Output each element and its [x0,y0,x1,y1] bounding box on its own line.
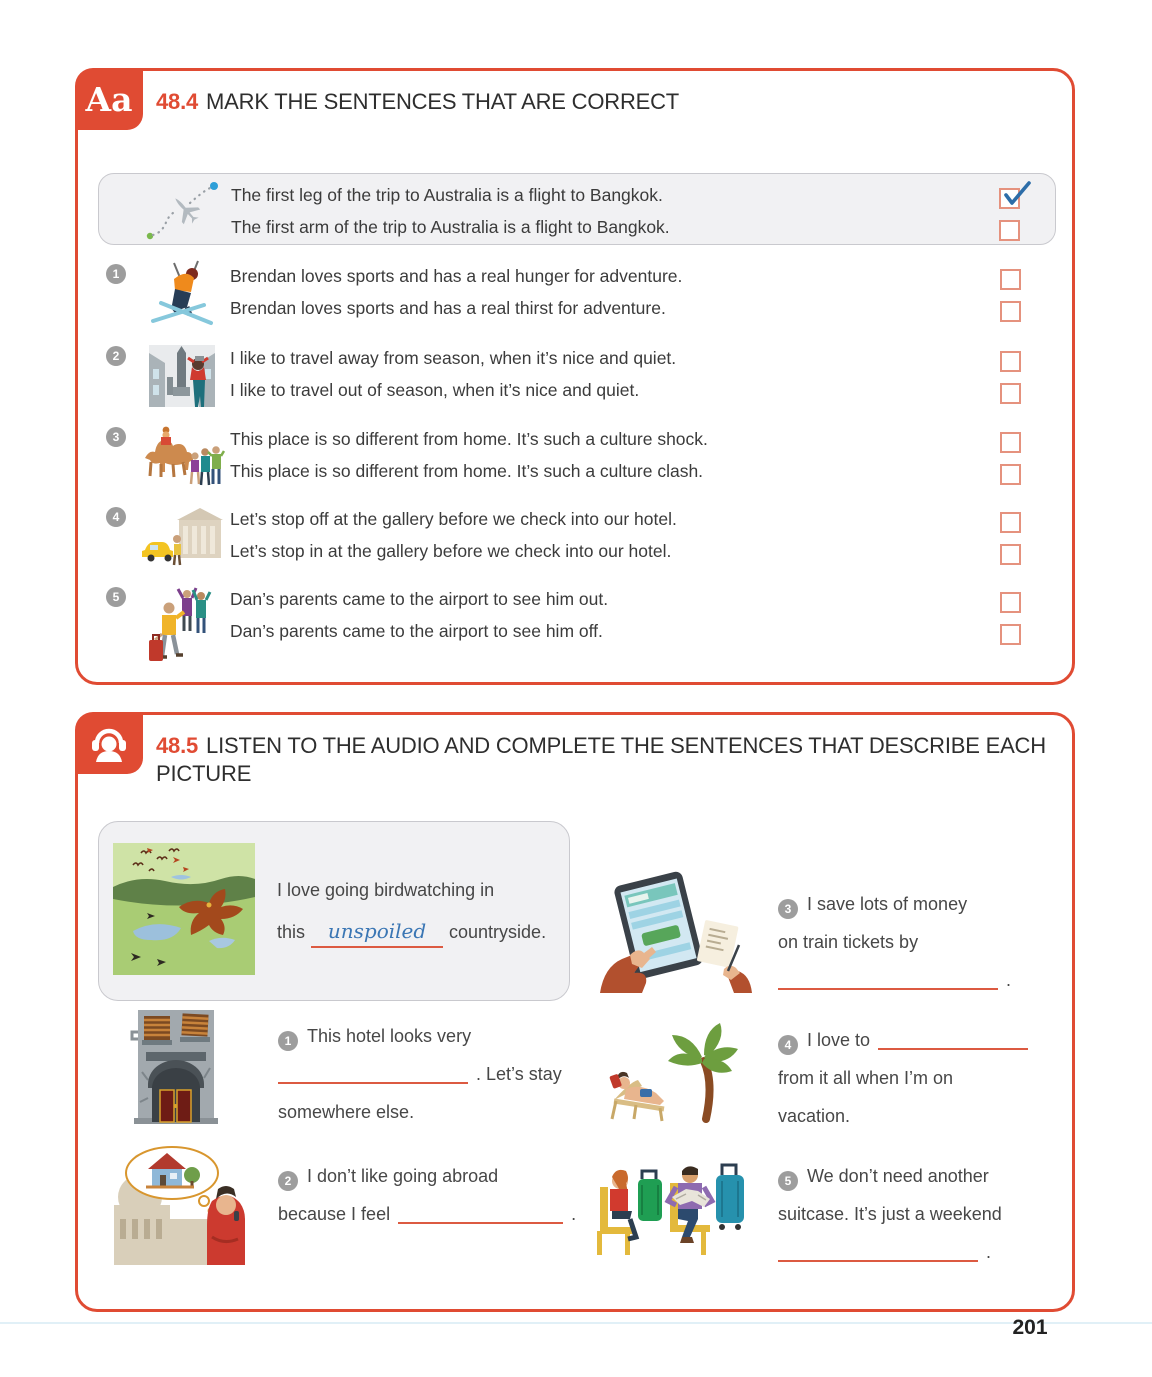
answer-checkbox[interactable] [1000,592,1021,613]
item-number: 4 [778,1035,798,1055]
answer-blank[interactable] [778,1242,978,1262]
exercise-48-4-panel [75,68,1075,685]
sentence-option: I like to travel out of season, when it’s nice and quiet. [230,380,640,400]
item-number: 5 [106,587,126,607]
headphones-icon [88,722,130,764]
taxi-and-gallery-icon [134,502,230,566]
answer-checkbox[interactable] [1000,624,1021,645]
sentence-option: Let’s stop off at the gallery before we check into our hotel. [230,509,677,529]
question-row [98,422,1056,492]
item-number: 4 [106,507,126,527]
answer-checkbox[interactable] [1000,432,1021,453]
tourist-photographing-monument-icon [134,341,230,411]
item-number: 5 [778,1171,798,1191]
fill-in-item: 3 I save lots of money on train tickets by . [778,894,1012,990]
answer-checkbox[interactable] [1000,464,1021,485]
answer-checkbox[interactable] [1000,544,1021,565]
sentence-option: This place is so different from home. It’s such a culture shock. [230,429,708,449]
sentence-option: This place is so different from home. It’s such a culture clash. [230,461,704,481]
exercise-48-5-panel [75,712,1075,1312]
answer-checkbox[interactable] [1000,269,1021,290]
example-sentence: I love going birdwatching in this unspoiled countryside. [277,869,546,953]
sentence-option: The first arm of the trip to Australia is a flight to Bangkok. [231,217,670,237]
exercise-title-text: MARK THE SENTENCES THAT ARE CORRECT [206,89,680,114]
answer-checkbox[interactable] [1000,351,1021,372]
sentence-option: The first leg of the trip to Australia is a flight to Bangkok. [231,185,663,205]
example-item [98,821,570,1001]
item-number: 2 [106,346,126,366]
airport-send-off-icon [134,582,230,666]
vocabulary-badge [75,68,143,130]
unspoiled-countryside-image [113,843,255,980]
listening-badge [75,712,143,774]
sentence-option: Brendan loves sports and has a real thirst for adventure. [230,298,666,318]
fill-in-item: 5 We don’t need another suitcase. It’s just a weekend . [778,1166,1002,1262]
exercise-number: 48.5 [156,733,199,758]
travelers-with-suitcases-image [594,1141,752,1264]
answer-blank[interactable] [878,1030,1028,1050]
sentence-option: Let’s stop in at the gallery before we check into our hotel. [230,541,672,561]
sentence-option: Brendan loves sports and has a real hunger for adventure. [230,266,683,286]
item-number: 1 [106,264,126,284]
exercise-48-5-title [156,732,1061,788]
answer-blank[interactable] [778,970,998,990]
page-number: 201 [1012,1316,1048,1339]
answer-blank[interactable] [278,1064,468,1084]
item-number: 2 [278,1171,298,1191]
example-row [98,173,1056,245]
exercise-title-text: LISTEN TO THE AUDIO AND COMPLETE THE SENTENCES THAT DESCRIBE EACH PICTURE [156,733,1046,786]
fill-in-item: 1 This hotel looks very . Let’s stay somewhere else. [278,1026,562,1122]
sentence-option: I like to travel away from season, when it’s nice and quiet. [230,348,677,368]
item-number: 1 [278,1031,298,1051]
fill-in-item: 2 I don’t like going abroad because I feel . [278,1166,577,1224]
filled-answer: unspoiled [311,916,443,948]
sentence-option: Dan’s parents came to the airport to see him out. [230,589,609,609]
plane-route-icon [135,178,231,244]
answer-blank[interactable] [398,1204,563,1224]
check-mark-icon [1000,180,1032,208]
aa-icon: Aa [85,79,133,119]
answer-checkbox[interactable] [1000,512,1021,533]
skier-icon [134,259,230,335]
sentence-option: Dan’s parents came to the airport to see him off. [230,621,603,641]
fill-in-item: 4 I love to from it all when I’m on vacation. [778,1021,1058,1135]
answer-checkbox[interactable] [999,188,1020,209]
homesick-traveler-image [100,1139,252,1270]
question-row [98,259,1056,335]
answer-checkbox[interactable] [1000,383,1021,404]
camel-ride-icon [134,422,230,492]
item-number: 3 [778,899,798,919]
answer-checkbox[interactable] [1000,301,1021,322]
item-number: 3 [106,427,126,447]
beach-vacation-image [602,1003,752,1128]
question-row [98,582,1056,666]
run-down-hotel-image [130,1006,222,1131]
page-scan-artifact [0,1322,1152,1324]
exercise-number: 48.4 [156,89,199,114]
question-row [98,502,1056,570]
booking-on-tablet-image [600,867,752,998]
exercise-48-4-title [156,88,1056,116]
question-row [98,341,1056,411]
answer-checkbox[interactable] [999,220,1020,241]
